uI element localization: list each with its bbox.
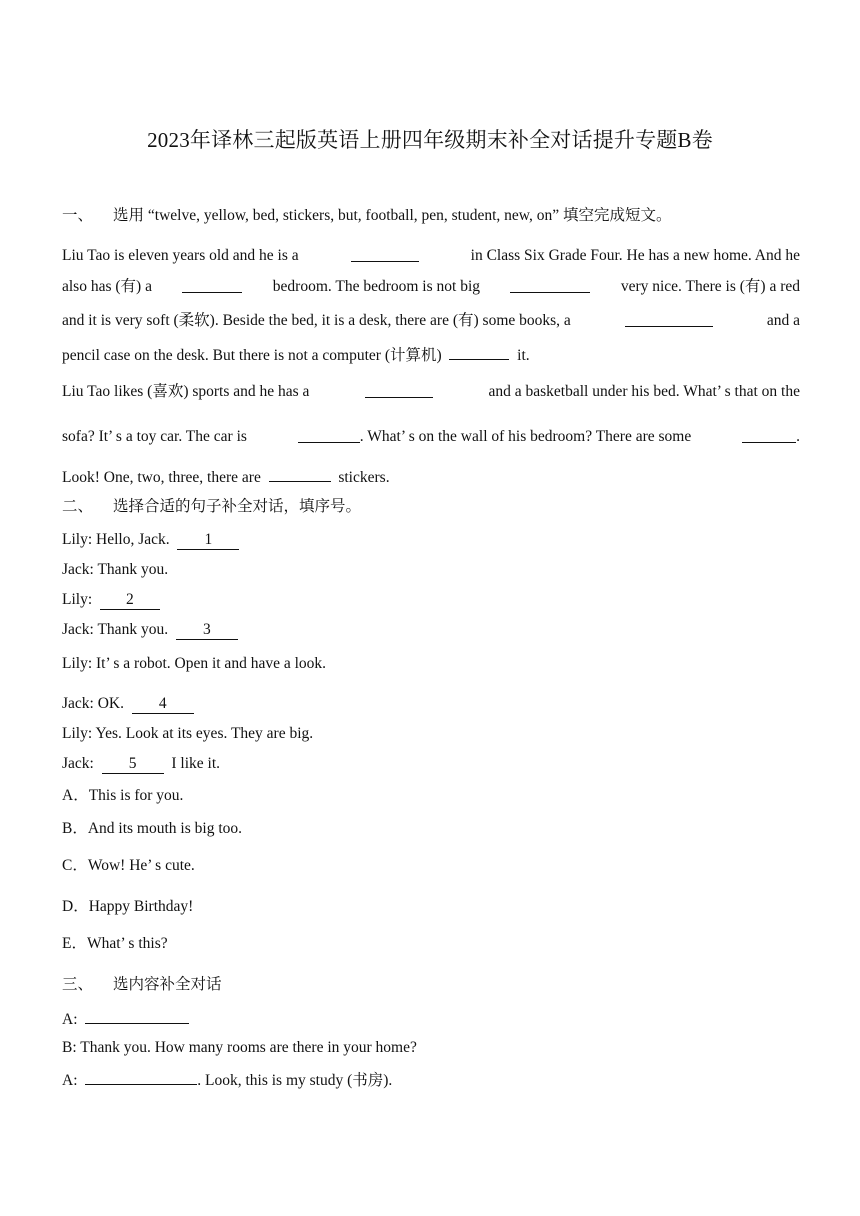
option-letter: E．: [62, 935, 87, 952]
dialogue-line: [62, 590, 160, 610]
dialogue-text: It’ s a robot. Open it and have a look.: [96, 655, 327, 672]
speaker: B:: [62, 1039, 77, 1056]
numbered-blank[interactable]: 3: [176, 621, 238, 640]
passage-text: also has (有) a: [62, 278, 152, 295]
answer-blank[interactable]: [182, 277, 242, 293]
answer-blank[interactable]: [742, 427, 796, 443]
dialogue-line: [62, 1038, 417, 1058]
passage-segment: [298, 427, 691, 447]
speaker: Lily:: [62, 591, 93, 608]
passage-text: sofa? It’ s a toy car. The car is: [62, 428, 247, 445]
speaker: Lily:: [62, 725, 93, 742]
answer-blank[interactable]: [510, 277, 590, 293]
passage-line: [62, 246, 800, 266]
passage-text: and a: [766, 312, 800, 329]
section-number: 一、: [62, 207, 94, 224]
dialogue-line: [62, 694, 194, 714]
passage-text: it.: [517, 347, 530, 364]
option-text: This is for you.: [88, 787, 184, 804]
section-instruction: 选择合适的句子补全对话，填序号。: [113, 498, 362, 515]
answer-blank[interactable]: [269, 466, 331, 482]
dialogue-line: [62, 560, 168, 580]
section-number: 三、: [62, 976, 94, 993]
option-text: What’ s this?: [86, 935, 168, 952]
option-item: [62, 897, 193, 917]
speaker: A:: [62, 1011, 78, 1028]
numbered-blank[interactable]: 4: [132, 695, 194, 714]
option-text: And its mouth is big too.: [87, 820, 242, 837]
dialogue-line: [62, 654, 326, 674]
passage-text: Liu Tao likes (喜欢) sports and he has a: [62, 383, 310, 400]
dialogue-line: [62, 754, 220, 774]
passage-text: Look! One, two, three, there are: [62, 469, 261, 486]
section-2-heading: [62, 497, 361, 517]
passage-text: and a basketball under his bed. What’ s that on the: [488, 383, 800, 400]
option-item: [62, 786, 183, 806]
dialogue-text: Thank you.: [97, 561, 169, 578]
passage-text: . What’ s on the wall of his bedroom? There are some: [359, 428, 692, 445]
answer-blank[interactable]: [85, 1008, 189, 1024]
speaker: Lily:: [62, 655, 93, 672]
speaker: Jack:: [62, 755, 94, 772]
option-item: [62, 934, 168, 954]
passage-text: stickers.: [338, 469, 390, 486]
passage-line: [62, 382, 800, 402]
answer-blank[interactable]: [351, 246, 419, 262]
numbered-blank[interactable]: 5: [102, 755, 164, 774]
passage-line: [62, 427, 800, 447]
option-letter: C．: [62, 857, 88, 874]
section-1-heading: [62, 206, 672, 226]
dialogue-text: . Look, this is my study (书房).: [197, 1072, 393, 1089]
passage-line: [62, 277, 800, 297]
section-instruction: 选内容补全对话: [113, 976, 222, 993]
answer-blank[interactable]: [85, 1069, 197, 1085]
option-item: [62, 819, 242, 839]
dialogue-line: [62, 1008, 189, 1030]
passage-text: bedroom. The bedroom is not big: [272, 278, 480, 295]
dialogue-text: Hello, Jack.: [96, 531, 170, 548]
option-letter: D．: [62, 898, 89, 915]
dialogue-line: [62, 724, 313, 744]
passage-text: .: [796, 428, 800, 445]
dialogue-line: [62, 1069, 392, 1091]
dialogue-line: [62, 530, 239, 550]
passage-text: Liu Tao is eleven years old and he is a: [62, 247, 299, 264]
passage-line: [62, 466, 390, 488]
passage-line: [62, 311, 800, 331]
passage-text: pencil case on the desk. But there is not a computer (计算机): [62, 347, 442, 364]
option-text: Wow! He’ s cute.: [87, 857, 195, 874]
answer-blank[interactable]: [365, 382, 433, 398]
dialogue-line: [62, 620, 238, 640]
dialogue-text: OK.: [97, 695, 124, 712]
passage-text: very nice. There is (有) a red: [620, 278, 800, 295]
dialogue-text: Thank you.: [97, 621, 169, 638]
option-text: Happy Birthday!: [88, 898, 194, 915]
section-3-heading: [62, 975, 222, 995]
speaker: Jack:: [62, 695, 94, 712]
section-instruction: 选用 “twelve, yellow, bed, stickers, but, football, pen, student, new, on” 填空完成短文。: [113, 207, 672, 224]
speaker: A:: [62, 1072, 78, 1089]
section-number: 二、: [62, 498, 94, 515]
speaker: Jack:: [62, 621, 94, 638]
passage-text: in Class Six Grade Four. He has a new home. And he: [470, 247, 800, 264]
answer-blank[interactable]: [298, 427, 360, 443]
page-title: 2023年译林三起版英语上册四年级期末补全对话提升专题B卷: [147, 128, 713, 152]
speaker: Lily:: [62, 531, 93, 548]
option-letter: A．: [62, 787, 89, 804]
option-item: [62, 856, 195, 876]
speaker: Jack:: [62, 561, 94, 578]
dialogue-text: Yes. Look at its eyes. They are big.: [95, 725, 314, 742]
dialogue-text: Thank you. How many rooms are there in your home?: [80, 1039, 417, 1056]
answer-blank[interactable]: [625, 311, 713, 327]
answer-blank[interactable]: [449, 344, 509, 360]
dialogue-text: I like it.: [171, 755, 221, 772]
numbered-blank[interactable]: 1: [177, 531, 239, 550]
passage-text: and it is very soft (柔软). Beside the bed, it is a desk, there are (有) some books, a: [62, 312, 571, 329]
passage-segment: [742, 427, 800, 447]
numbered-blank[interactable]: 2: [100, 591, 160, 610]
passage-line: [62, 344, 530, 366]
option-letter: B．: [62, 820, 88, 837]
